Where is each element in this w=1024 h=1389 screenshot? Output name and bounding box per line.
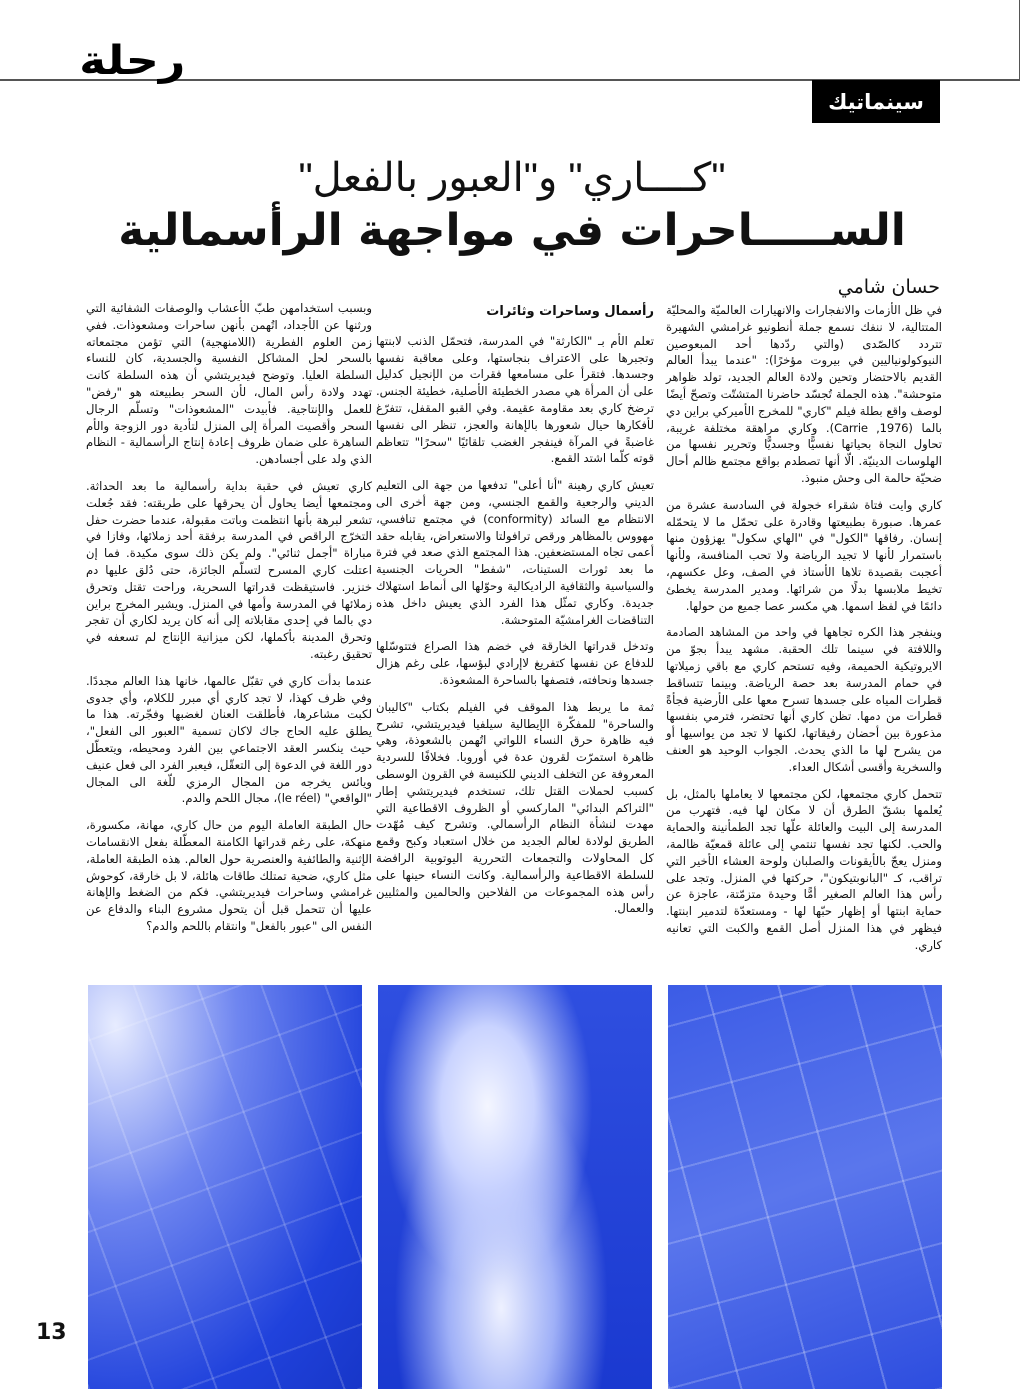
paragraph: عندما بدأت كاري في تقبّل عالمها، خانها هذا العالم مجددًا. وفي ظرف كهذا، لا تجد كاري أي مبرر للكلام، وأي جدوى لكبت مشاعرها، فأطلقت العنان لغضبها وفجّرته. هذا ما يطلق عليه الحاج جاك لاكان تسمية "العبور الى الفعل"، حيث ينكسر العقد الاجتماعي بين الفرد ومحيطه، ويتعطّل دور اللغة في الدعوة إلى التعقّل، فيعبر الفرد الى فعل عنيف ويائس يخرجه من المجال الرمزي للّغة الى المجال "الواقعي" (le réel)، مجال اللحم والدم. <box>86 673 372 806</box>
author-name: حسان شامي <box>837 276 940 298</box>
page-number: 13 <box>36 1320 67 1345</box>
magazine-logo: رحلة <box>79 38 186 84</box>
paragraph: تتحمل كاري مجتمعها، لكن مجتمعها لا يعاملها بالمثل، بل يُعلمها بشقّ الطرق أن لا مكان لها فيه. فتهرب من المدرسة إلى البيت والعائلة علّها تجد الطمأنينة والحماية والحب. لكنها تجد نفسها تنتمي إلى عائلة قمعيّة ظالمة، ومنزل يعجّ بالأيقونات والصلبان ولوحة العشاء الأخير التي تراقب، كـ "البانوبتيكون"، حركتها في المنزل. وتجد على رأس هذا العالم الصغير أمًّا وحيدة متزمّتة، عاجزة عن حماية ابنتها أو إظهار حبّها لها - ومستعدّة لتدمير ابنتها. فيظهر في هذا المنزل أصل القمع والكبت التي تعانيه كاري. <box>666 786 942 952</box>
paragraph: حال الطبقة العاملة اليوم من حال كاري، مهانة، مكسورة، منهكة، على رغم قدراتها الكامنة المعطّلة بفعل الانقسامات الإثنية والطائفية والعنصرية حول العالم. هذه الطبقة العاملة، مثل كاري، ضحية تمتلك طاقات هائلة، لا بل خارقة، كوحوش غرامشي وساحرات فيديريتشي. فكم من الضغط والإهانة عليها أن تتحمل قبل أن يتحول مشروع البناء والدفاع عن النفس الى "عبور بالفعل" وانتقام باللحم والدم؟ <box>86 818 372 933</box>
paragraph: تعلم الأم بـ "الكارثة" في المدرسة، فتحمّل الذنب لابنتها وتجبرها على الاعتراف بنجاستها، وعلى معاقبة نفسها وجسدها. فتقرأ على مسامعها فقرات من الإنجيل كدليل على أن المرأة هي مصدر الخطيئة الأصلية، خطيئة الجنس. ترضخ كاري بعد مقاومة عقيمة. وفي القبو المقفل، تتفرّغ لأفكارها حيال شعورها بالإهانة والعجز، تنظر الى نفسها غاضبةً في المرآة فينفجر الغضب تلقائيًا "سحرًا" تتعاظم قوته كلّما اشتد القمع. <box>376 333 654 466</box>
paragraph: كاري وايت فتاة شقراء خجولة في السادسة عشرة من عمرها. صبورة بطبيعتها وقادرة على تحمّل ما لا يتحمّله إنسان. رفاقها "الكول" في "الهاي سكول" يهزؤون منها باستمرار لأنها لا تجيد الرياضة ولا تحب المنافسة، ولأنها أعجبت بقصيدة تلاها الأستاذ في الصف، وعل عكسهم، تخيط ملابسها بدلًا من شرائها. ومدير المدرسة يخطئ دائمًا في لفظ اسمها. هي مكسر عصا جميع من حولها. <box>666 497 942 613</box>
text-column-middle <box>376 302 654 927</box>
paragraph: تعيش كاري رهينة "أنا أعلى" تدفعها من جهة الى التعليم الديني والرجعية والقمع الجنسي، ومن جهة أخرى الى الانتظام مع السائد (conformity) في مجتمع تنافسي، مهووس بالمظاهر ورقص ترافولتا والاستعراض، يقابله حقد أعمى تجاه المستضعفين. هذا المجتمع الذي صعد في فترة ما بعد ثورات الستينات، "شفط" الحريات الجنسية والسياسية والثقافية الراديكالية وحوّلها الى أنماط استهلاك جديدة. وكاري تمثّل هذا الفرد الذي يعيش داخل هذه التناقضات الغرامشيّة المتوحشة. <box>376 478 654 627</box>
section-badge: سينماتيك <box>812 80 940 123</box>
film-still-photo-left <box>88 985 362 1389</box>
film-still-photo-right <box>668 985 942 1389</box>
article-title: الســـــاحرات في مواجهة الرأسمالية <box>118 205 906 256</box>
paragraph: وبسبب استخدامهن طبّ الأعشاب والوصفات الشفائية التي ورثنها عن الأجداد، اتُهمن بأنهن ساحرات ومشعوذات. ففي زمن العلوم الفطرية (اللامنهجية) التي تؤمن مجتمعاته بالسحر لحل المشاكل النفسية والجسدية، كان للنساء السلطة العليا. وتوضح فيديريتشي أن هذه السلطة كانت تهدد ولادة رأس المال، لأن السحر بطبيعته هو "رفض" للعمل والإنتاجية. فأبيدت "المشعوذات" وتسلّم الرجال السحر وأقصيت المرأة إلى المنزل لتأدية دور الزوجة والأم الساهرة على ضمان ظروف إعادة إنتاج الرأسمالية - النظام الذي ولد على أجسادهن. <box>86 301 372 467</box>
text-column-left <box>86 300 372 945</box>
section-heading: رأسمال وساحرات وثائرات <box>486 304 654 319</box>
article-subtitle: "كــــاري" و"العبور بالفعل" <box>298 156 726 200</box>
header-rule-vertical <box>1019 0 1020 80</box>
paragraph: وينفجر هذا الكره تجاهها في واحد من المشاهد الصادمة واللافتة في سينما تلك الحقبة. مشهد يبدأ بجوّ من الايروتيكية الحميمة، وفيه تستحم كاري مع باقي زميلاتها في حمام المدرسة بعد حصة الرياضة. وبينما تتساقط قطرات المياه على جسدها تسرح معها على الأرضية فجأةً قطرات من دمها. تظن كاري أنها تحتضر، فترمي بنفسها مذعورة بين أحضان رفيقاتها، لكنها لا تجد من يواسيها أو من يشرح لها ما الذي يحدث. الجواب الوحيد هو العنف والسخرية وأقسى أشكال العداء. <box>666 625 942 774</box>
paragraph: في ظل الأزمات والانفجارات والانهيارات العالميّة والمحليّة المتتالية، لا ننفك نسمع جملة أنطونيو غرامشي الشهيرة تتردد كالصّدى (والتي ردّدها أحد المبعوصين النيوكولونياليين في بيروت مؤخرًا): "عندما يبدأ العالم القديم بالاحتضار وتحين ولادة العالم الجديد، تولد ظواهر متوحشة". هذه الجملة تُجسّد حاضرنا المتشتّت وتصحّ أيضًا لوصف واقع بطلة فيلم "كاري" للمخرج الأميركي براين دي بالما (Carrie ,1976). وكاري مراهقة مختلفة غريبة، تحاول النجاة بحياتها نفسيًّا وجسديًّا وتحرير نفسها من الهلوسات الدينيّة. الّا أنها تصطدم بواقع مجتمع ظالم أحال ضحيّة حالمة الى وحش منبوذ. <box>666 303 942 485</box>
paragraph: وتدخل قدراتها الخارقة في خضم هذا الصراع فتتوسّلها للدفاع عن نفسها كتفريغ لاإرادي لبؤسها، على رغم هزال جسدها ونحافته، فتصفها بالساحرة المشعوذة. <box>376 639 654 687</box>
paragraph: ثمة ما يربط هذا الموقف في الفيلم بكتاب "كاليبان والساحرة" للمفكّرة الإيطالية سيلفيا فيديريتشي، تشرح فيه ظاهرة حرق النساء اللواتي اتُهمن بالشعوذة، وهي ظاهرة استمرّت لقرون عدة في أوروبا. فخلافًا للسردية المعروفة عن التخلف الديني للكنيسة في القرون الوسطى كسبب لحملات القتل تلك، تستخدم فيديريتشي إطار "التراكم البدائي" الماركسي أو الظروف الاقطاعية التي مهدت لنشأة النظام الرأسمالي. وتشرح كيف مُهّدت الطريق لولادة لعالم الجديد من خلال استعباد وكبح وقمع كل المحاولات والتجمعات التحررية اليوتوبية الرافضة للسلطة الاقطاعية والرأسمالية. وكانت النساء حينها على رأس هذه المجموعات من الفلاحين والحالمين والمثليين والعمال. <box>376 699 654 916</box>
text-column-right <box>666 302 942 963</box>
film-still-photo-middle <box>378 985 652 1389</box>
paragraph: كاري تعيش في حقبة بداية رأسمالية ما بعد الحداثة. ومجتمعها أيضا يحاول أن يحرقها على طريقته: فقد جُعلت تشعر لبرهة بأنها انتظمت وباتت مقبولة، عندما حضرت حفل التخرّج الراقص في المدرسة برفقة أحد زملائها، وفازا في مباراة "أجمل ثنائي". ولم يكن ذلك سوى مكيدة. فما إن اعتلت كاري المسرح لتسلّم الجائزة، حتى دُلق عليها دم خنزير. فاستيقظت قدراتها السحرية، وراحت تقتل وتحرق زملائها في المدرسة وأمها في المنزل. ويشير المخرج براين دي بالما في إحدى مقابلاته إلى أنه كان يريد لكاري أن تفجر وتحرق المدينة بأكملها، لكن ميزانية الإنتاج لم تسعفه في تحقيق رغبته. <box>86 478 372 661</box>
